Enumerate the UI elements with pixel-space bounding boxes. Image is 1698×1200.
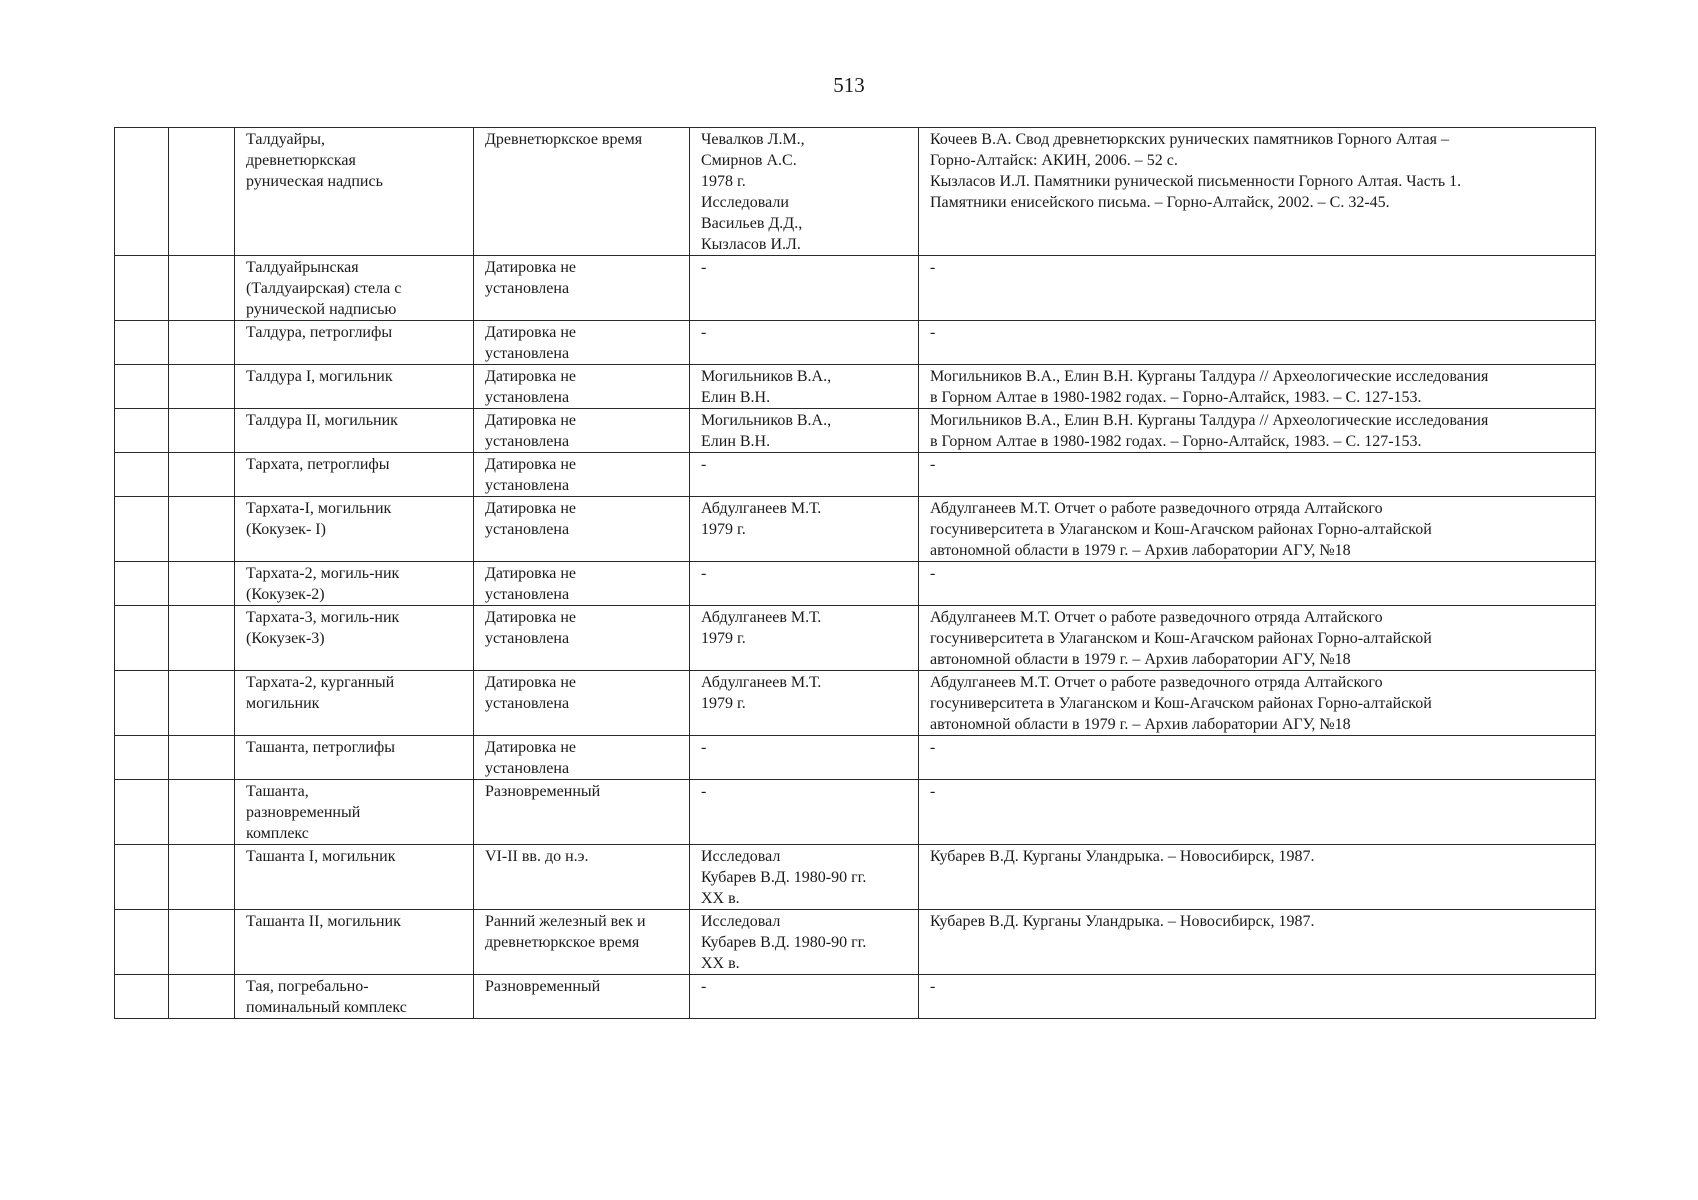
- literature-cell: Абдулганеев М.Т. Отчет о работе разведочного отряда Алтайского госуниверситета в Улаганском и Кош-Агачском районах Горно-алтайской автономной области в 1979 г. – Архив лаборатории АГУ, №18: [919, 606, 1596, 671]
- table-row: [115, 321, 1596, 365]
- researchers-cell: -: [690, 975, 919, 1019]
- literature-cell: -: [919, 975, 1596, 1019]
- researchers-cell: Чевалков Л.М., Смирнов А.С. 1978 г. Исследовали Васильев Д.Д., Кызласов И.Л.: [690, 128, 919, 256]
- monument-name-cell: Тархата-2, курганный могильник: [235, 671, 474, 736]
- row-code-cell: [169, 128, 235, 256]
- row-code-cell: [169, 780, 235, 845]
- dating-cell: Датировка не установлена: [474, 562, 690, 606]
- row-number-cell: [115, 606, 169, 671]
- monument-name-cell: Тая, погребально- поминальный комплекс: [235, 975, 474, 1019]
- table-row: [115, 365, 1596, 409]
- monument-name-cell: Тархата-2, могиль-ник (Кокузек-2): [235, 562, 474, 606]
- monument-name-cell: Тархата-3, могиль-ник (Кокузек-3): [235, 606, 474, 671]
- literature-cell: Абдулганеев М.Т. Отчет о работе разведочного отряда Алтайского госуниверситета в Улаганском и Кош-Агачском районах Горно-алтайской автономной области в 1979 г. – Архив лаборатории АГУ, №18: [919, 671, 1596, 736]
- page-number: 513: [833, 73, 865, 97]
- monument-name-cell: Талдуайры, древнетюркская руническая надпись: [235, 128, 474, 256]
- row-code-cell: [169, 497, 235, 562]
- researchers-cell: Абдулганеев М.Т. 1979 г.: [690, 497, 919, 562]
- row-code-cell: [169, 562, 235, 606]
- researchers-cell: -: [690, 256, 919, 321]
- monument-name-cell: Тархата, петроглифы: [235, 453, 474, 497]
- literature-cell: -: [919, 453, 1596, 497]
- literature-cell: Могильников В.А., Елин В.Н. Курганы Талдура // Археологические исследования в Горном Алтае в 1980-1982 годах. – Горно-Алтайск, 1983. – С. 127-153.: [919, 409, 1596, 453]
- row-code-cell: [169, 365, 235, 409]
- table-row: [115, 780, 1596, 845]
- monument-name-cell: Талдуайрынская (Талдуаирская) стела с рунической надписью: [235, 256, 474, 321]
- monument-name-cell: Талдура, петроглифы: [235, 321, 474, 365]
- researchers-cell: Абдулганеев М.Т. 1979 г.: [690, 671, 919, 736]
- monument-name-cell: Ташанта I, могильник: [235, 845, 474, 910]
- row-code-cell: [169, 453, 235, 497]
- dating-cell: Датировка не установлена: [474, 321, 690, 365]
- literature-cell: Могильников В.А., Елин В.Н. Курганы Талдура // Археологические исследования в Горном Алтае в 1980-1982 годах. – Горно-Алтайск, 1983. – С. 127-153.: [919, 365, 1596, 409]
- dating-cell: Датировка не установлена: [474, 606, 690, 671]
- researchers-cell: Абдулганеев М.Т. 1979 г.: [690, 606, 919, 671]
- monuments-table-body: [115, 128, 1596, 1019]
- monument-name-cell: Ташанта, петроглифы: [235, 736, 474, 780]
- dating-cell: Датировка не установлена: [474, 736, 690, 780]
- table-row: [115, 845, 1596, 910]
- literature-cell: -: [919, 321, 1596, 365]
- literature-cell: Кубарев В.Д. Курганы Уландрыка. – Новосибирск, 1987.: [919, 910, 1596, 975]
- table-row: [115, 975, 1596, 1019]
- row-number-cell: [115, 128, 169, 256]
- monuments-table: [114, 127, 1596, 1019]
- table-row: [115, 671, 1596, 736]
- monument-name-cell: Ташанта, разновременный комплекс: [235, 780, 474, 845]
- row-number-cell: [115, 780, 169, 845]
- table-row: [115, 409, 1596, 453]
- literature-cell: -: [919, 256, 1596, 321]
- row-number-cell: [115, 256, 169, 321]
- dating-cell: Датировка не установлена: [474, 365, 690, 409]
- researchers-cell: -: [690, 780, 919, 845]
- dating-cell: Ранний железный век и древнетюркское время: [474, 910, 690, 975]
- table-row: [115, 256, 1596, 321]
- dating-cell: Разновременный: [474, 975, 690, 1019]
- researchers-cell: Могильников В.А., Елин В.Н.: [690, 365, 919, 409]
- researchers-cell: -: [690, 736, 919, 780]
- table-row: [115, 497, 1596, 562]
- table-row: [115, 736, 1596, 780]
- researchers-cell: -: [690, 321, 919, 365]
- dating-cell: Датировка не установлена: [474, 671, 690, 736]
- row-number-cell: [115, 409, 169, 453]
- row-code-cell: [169, 975, 235, 1019]
- row-number-cell: [115, 736, 169, 780]
- row-number-cell: [115, 910, 169, 975]
- table-row: [115, 910, 1596, 975]
- row-code-cell: [169, 910, 235, 975]
- row-number-cell: [115, 497, 169, 562]
- literature-cell: Кубарев В.Д. Курганы Уландрыка. – Новосибирск, 1987.: [919, 845, 1596, 910]
- row-code-cell: [169, 845, 235, 910]
- monument-name-cell: Тархата-I, могильник (Кокузек- I): [235, 497, 474, 562]
- row-number-cell: [115, 975, 169, 1019]
- row-number-cell: [115, 365, 169, 409]
- table-row: [115, 562, 1596, 606]
- row-number-cell: [115, 845, 169, 910]
- row-code-cell: [169, 671, 235, 736]
- dating-cell: Древнетюркское время: [474, 128, 690, 256]
- dating-cell: VI-II вв. до н.э.: [474, 845, 690, 910]
- monument-name-cell: Талдура I, могильник: [235, 365, 474, 409]
- researchers-cell: -: [690, 562, 919, 606]
- literature-cell: Кочеев В.А. Свод древнетюркских рунических памятников Горного Алтая – Горно-Алтайск: АКИН, 2006. – 52 с. Кызласов И.Л. Памятники рунической письменности Горного Алтая. Часть 1. Памятники енисейского письма. – Горно-Алтайск, 2002. – С. 32-45.: [919, 128, 1596, 256]
- dating-cell: Датировка не установлена: [474, 256, 690, 321]
- row-code-cell: [169, 606, 235, 671]
- researchers-cell: -: [690, 453, 919, 497]
- dating-cell: Датировка не установлена: [474, 497, 690, 562]
- monument-name-cell: Талдура II, могильник: [235, 409, 474, 453]
- literature-cell: -: [919, 736, 1596, 780]
- row-code-cell: [169, 736, 235, 780]
- row-code-cell: [169, 409, 235, 453]
- row-code-cell: [169, 256, 235, 321]
- researchers-cell: Могильников В.А., Елин В.Н.: [690, 409, 919, 453]
- table-row: [115, 606, 1596, 671]
- dating-cell: Датировка не установлена: [474, 453, 690, 497]
- row-number-cell: [115, 671, 169, 736]
- dating-cell: Датировка не установлена: [474, 409, 690, 453]
- row-number-cell: [115, 321, 169, 365]
- researchers-cell: Исследовал Кубарев В.Д. 1980-90 гг. XX в.: [690, 910, 919, 975]
- literature-cell: -: [919, 780, 1596, 845]
- literature-cell: Абдулганеев М.Т. Отчет о работе разведочного отряда Алтайского госуниверситета в Улаганском и Кош-Агачском районах Горно-алтайской автономной области в 1979 г. – Архив лаборатории АГУ, №18: [919, 497, 1596, 562]
- table-row: [115, 128, 1596, 256]
- table-row: [115, 453, 1596, 497]
- row-number-cell: [115, 562, 169, 606]
- monument-name-cell: Ташанта II, могильник: [235, 910, 474, 975]
- row-code-cell: [169, 321, 235, 365]
- researchers-cell: Исследовал Кубарев В.Д. 1980-90 гг. XX в.: [690, 845, 919, 910]
- row-number-cell: [115, 453, 169, 497]
- dating-cell: Разновременный: [474, 780, 690, 845]
- literature-cell: -: [919, 562, 1596, 606]
